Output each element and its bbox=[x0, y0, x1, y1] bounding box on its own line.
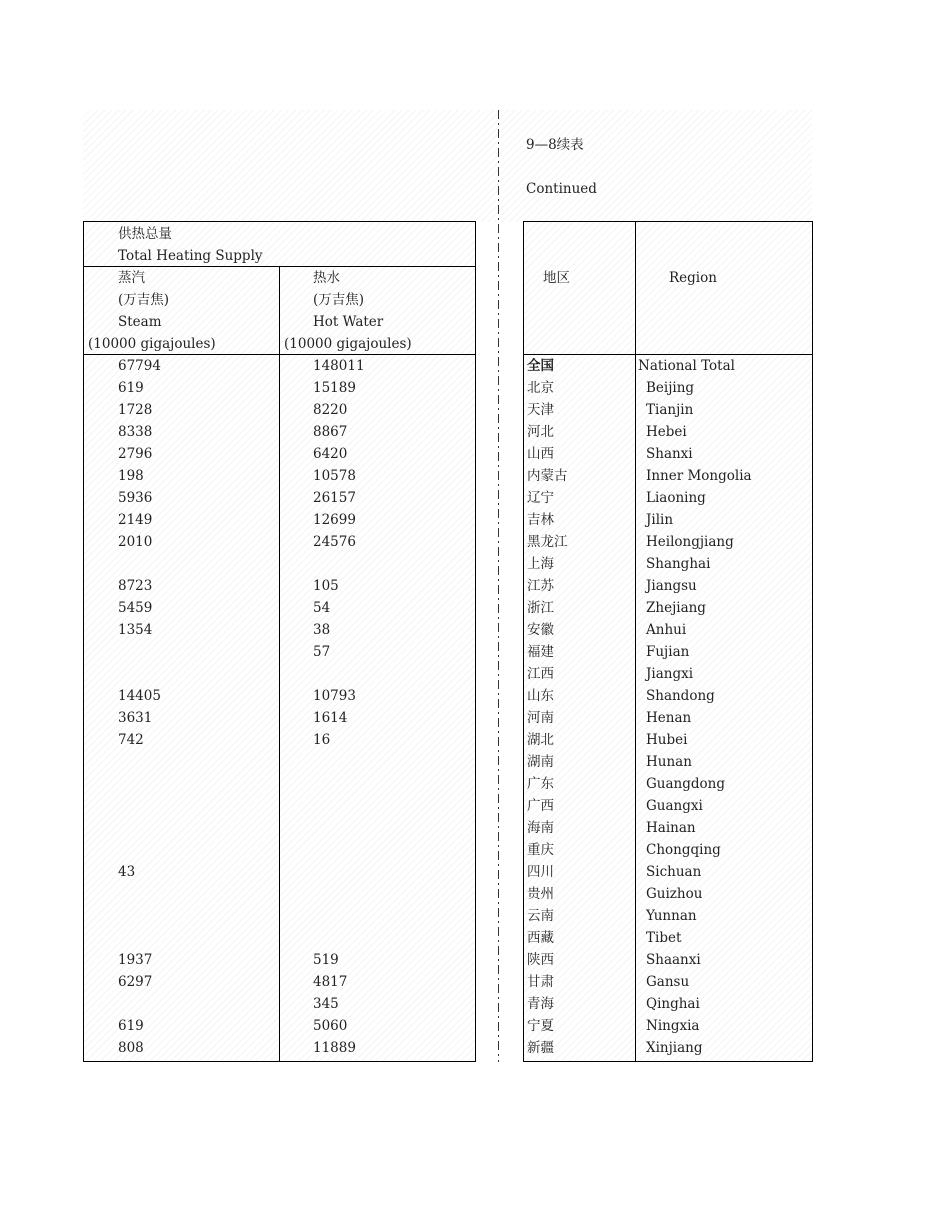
region-name-en: Hainan bbox=[646, 820, 696, 836]
steam-value: 742 bbox=[118, 732, 144, 748]
hot-water-value: 11889 bbox=[313, 1040, 356, 1056]
steam-value: 3631 bbox=[118, 710, 153, 726]
steam-value: 6297 bbox=[118, 974, 153, 990]
steam-value: 14405 bbox=[118, 688, 161, 704]
hot-water-value: 24576 bbox=[313, 534, 356, 550]
region-name-cn: 河北 bbox=[527, 424, 554, 440]
region-name-cn: 内蒙古 bbox=[527, 468, 568, 484]
region-name-en: Henan bbox=[646, 710, 692, 726]
hot-water-value: 15189 bbox=[313, 380, 356, 396]
hot-water-value: 10793 bbox=[313, 688, 356, 704]
region-name-cn: 河南 bbox=[527, 710, 554, 726]
region-name-en: Sichuan bbox=[646, 864, 702, 880]
region-name-en: Tibet bbox=[646, 930, 682, 946]
hot-water-value: 8220 bbox=[313, 402, 348, 418]
steam-value: 198 bbox=[118, 468, 144, 484]
region-name-cn: 重庆 bbox=[527, 842, 554, 858]
steam-value: 619 bbox=[118, 380, 144, 396]
region-name-cn: 北京 bbox=[527, 380, 554, 396]
hot-water-value: 148011 bbox=[313, 358, 365, 374]
region-name-cn: 新疆 bbox=[527, 1040, 554, 1056]
region-name-en: Tianjin bbox=[646, 402, 694, 418]
steam-value: 5936 bbox=[118, 490, 153, 506]
hot-water-value: 345 bbox=[313, 996, 339, 1012]
steam-value: 67794 bbox=[118, 358, 161, 374]
page-separator bbox=[498, 110, 499, 1062]
region-name-cn: 山西 bbox=[527, 446, 554, 462]
region-name-cn: 湖北 bbox=[527, 732, 554, 748]
hot-water-value: 10578 bbox=[313, 468, 356, 484]
region-name-cn: 吉林 bbox=[527, 512, 554, 528]
region-name-cn: 江西 bbox=[527, 666, 554, 682]
region-name-cn: 浙江 bbox=[527, 600, 554, 616]
region-name-en: Inner Mongolia bbox=[646, 468, 752, 484]
region-name-cn: 贵州 bbox=[527, 886, 554, 902]
region-name-en: Anhui bbox=[646, 622, 687, 638]
region-name-cn: 山东 bbox=[527, 688, 554, 704]
header-band-background bbox=[83, 110, 812, 222]
region-name-en: Fujian bbox=[646, 644, 690, 660]
region-name-cn: 黑龙江 bbox=[527, 534, 568, 550]
table-code: 9—8续表 bbox=[526, 137, 584, 153]
hot-water-value: 57 bbox=[313, 644, 331, 660]
steam-value: 43 bbox=[118, 864, 136, 880]
hot-water-header-cn: 热水 bbox=[313, 270, 340, 286]
region-name-cn: 广东 bbox=[527, 776, 554, 792]
steam-value: 1354 bbox=[118, 622, 153, 638]
region-name-en: Shaanxi bbox=[646, 952, 701, 968]
hot-water-value: 8867 bbox=[313, 424, 348, 440]
region-name-en: Gansu bbox=[646, 974, 690, 990]
hot-water-value: 54 bbox=[313, 600, 331, 616]
region-name-en: Heilongjiang bbox=[646, 534, 734, 550]
steam-value: 2796 bbox=[118, 446, 153, 462]
hot-water-value: 12699 bbox=[313, 512, 356, 528]
steam-value: 2010 bbox=[118, 534, 153, 550]
region-name-en: Liaoning bbox=[646, 490, 706, 506]
region-name-cn: 天津 bbox=[527, 402, 554, 418]
region-name-cn: 甘肃 bbox=[527, 974, 554, 990]
region-name-en: Hubei bbox=[646, 732, 688, 748]
region-name-cn: 宁夏 bbox=[527, 1018, 554, 1034]
region-name-en: Hunan bbox=[646, 754, 692, 770]
region-name-en: Jiangsu bbox=[646, 578, 697, 594]
hot-water-header-en: Hot Water bbox=[313, 314, 384, 330]
steam-value: 1937 bbox=[118, 952, 153, 968]
hot-water-header-unit-en: (10000 gigajoules) bbox=[284, 336, 412, 352]
region-header-cn: 地区 bbox=[543, 270, 570, 286]
hot-water-value: 4817 bbox=[313, 974, 348, 990]
region-name-en: Guangxi bbox=[646, 798, 703, 814]
hot-water-value: 5060 bbox=[313, 1018, 348, 1034]
region-name-cn: 湖南 bbox=[527, 754, 554, 770]
hot-water-value: 105 bbox=[313, 578, 339, 594]
region-name-cn: 青海 bbox=[527, 996, 554, 1012]
steam-value: 619 bbox=[118, 1018, 144, 1034]
region-name-en: National Total bbox=[638, 358, 735, 374]
region-name-en: Xinjiang bbox=[646, 1040, 703, 1056]
region-name-cn: 西藏 bbox=[527, 930, 554, 946]
hot-water-value: 1614 bbox=[313, 710, 348, 726]
region-name-en: Guizhou bbox=[646, 886, 703, 902]
group-header-cn: 供热总量 bbox=[118, 226, 172, 242]
region-name-en: Jilin bbox=[646, 512, 674, 528]
steam-header-unit-cn: (万吉焦) bbox=[118, 292, 170, 308]
region-name-en: Yunnan bbox=[646, 908, 697, 924]
region-name-cn: 上海 bbox=[527, 556, 554, 572]
steam-header-unit-en: (10000 gigajoules) bbox=[88, 336, 216, 352]
steam-value: 808 bbox=[118, 1040, 144, 1056]
region-name-en: Beijing bbox=[646, 380, 695, 396]
region-name-cn: 云南 bbox=[527, 908, 554, 924]
region-name-en: Guangdong bbox=[646, 776, 725, 792]
hot-water-value: 38 bbox=[313, 622, 331, 638]
steam-value: 8723 bbox=[118, 578, 153, 594]
steam-value: 2149 bbox=[118, 512, 153, 528]
region-name-cn: 广西 bbox=[527, 798, 554, 814]
steam-value: 5459 bbox=[118, 600, 153, 616]
region-name-en: Ningxia bbox=[646, 1018, 700, 1034]
region-name-en: Qinghai bbox=[646, 996, 700, 1012]
right-column-divider bbox=[635, 222, 636, 1062]
hot-water-value: 26157 bbox=[313, 490, 356, 506]
region-name-en: Shanghai bbox=[646, 556, 711, 572]
region-name-en: Shandong bbox=[646, 688, 715, 704]
steam-value: 8338 bbox=[118, 424, 153, 440]
region-name-en: Chongqing bbox=[646, 842, 721, 858]
steam-header-cn: 蒸汽 bbox=[118, 270, 145, 286]
hot-water-header-unit-cn: (万吉焦) bbox=[313, 292, 365, 308]
left-column-divider bbox=[279, 266, 280, 1062]
region-name-en: Jiangxi bbox=[646, 666, 694, 682]
region-name-cn: 四川 bbox=[527, 864, 554, 880]
region-name-cn: 陕西 bbox=[527, 952, 554, 968]
steam-value: 1728 bbox=[118, 402, 153, 418]
group-header-en: Total Heating Supply bbox=[118, 248, 263, 264]
region-name-cn: 江苏 bbox=[527, 578, 554, 594]
region-name-cn: 海南 bbox=[527, 820, 554, 836]
region-header-en: Region bbox=[669, 270, 717, 286]
hot-water-value: 519 bbox=[313, 952, 339, 968]
region-name-en: Shanxi bbox=[646, 446, 693, 462]
region-name-cn: 全国 bbox=[527, 358, 554, 374]
region-name-cn: 安徽 bbox=[527, 622, 554, 638]
region-name-en: Zhejiang bbox=[646, 600, 706, 616]
hot-water-value: 6420 bbox=[313, 446, 348, 462]
hot-water-value: 16 bbox=[313, 732, 331, 748]
region-name-en: Hebei bbox=[646, 424, 687, 440]
steam-header-en: Steam bbox=[118, 314, 162, 330]
region-name-cn: 辽宁 bbox=[527, 490, 554, 506]
continued-label: Continued bbox=[526, 181, 597, 197]
region-name-cn: 福建 bbox=[527, 644, 554, 660]
